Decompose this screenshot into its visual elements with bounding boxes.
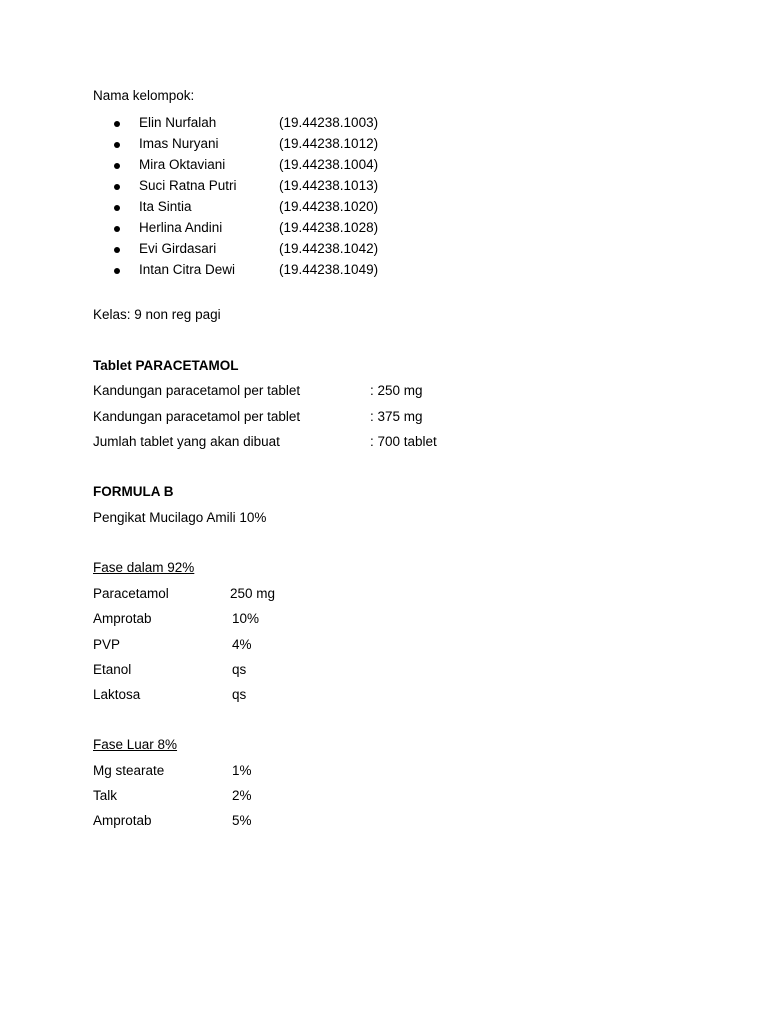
ingredient-amount: 10% <box>232 611 260 626</box>
ingredient-amount: 1% <box>232 763 252 778</box>
bullet-icon <box>114 205 120 211</box>
bullet-icon <box>114 121 120 127</box>
ingredient-name: Amprotab <box>93 813 152 828</box>
member-nim: (19.44238.1003) <box>279 115 379 130</box>
member-nim: (19.44238.1042) <box>279 241 379 256</box>
ingredient-amount: 5% <box>232 813 252 828</box>
formula-title: FORMULA B <box>93 484 174 499</box>
formula-binder: Pengikat Mucilago Amili 10% <box>93 510 267 525</box>
member-name: Mira Oktaviani <box>139 157 226 172</box>
bullet-icon <box>114 142 120 148</box>
member-name: Evi Girdasari <box>139 241 217 256</box>
member-name: Herlina Andini <box>139 220 223 235</box>
spec-value: : 250 mg <box>370 383 423 398</box>
spec-value: : 375 mg <box>370 409 423 424</box>
bullet-icon <box>114 163 120 169</box>
member-nim: (19.44238.1012) <box>279 136 379 151</box>
member-nim: (19.44238.1049) <box>279 262 379 277</box>
ingredient-name: Amprotab <box>93 611 152 626</box>
bullet-icon <box>114 268 120 274</box>
member-nim: (19.44238.1020) <box>279 199 379 214</box>
ingredient-name: Etanol <box>93 662 132 677</box>
inner-phase-title: Fase dalam 92% <box>93 560 195 575</box>
ingredient-name: Talk <box>93 788 118 803</box>
ingredient-amount: qs <box>232 687 247 702</box>
outer-phase-title: Fase Luar 8% <box>93 737 178 752</box>
member-name: Imas Nuryani <box>139 136 219 151</box>
member-name: Ita Sintia <box>139 199 192 214</box>
ingredient-amount: qs <box>232 662 247 677</box>
bullet-icon <box>114 247 120 253</box>
member-nim: (19.44238.1028) <box>279 220 379 235</box>
spec-label: Kandungan paracetamol per tablet <box>93 383 301 398</box>
ingredient-name: Paracetamol <box>93 586 169 601</box>
ingredient-amount: 250 mg <box>230 586 276 601</box>
ingredient-amount: 2% <box>232 788 252 803</box>
spec-label: Jumlah tablet yang akan dibuat <box>93 434 280 449</box>
spec-label: Kandungan paracetamol per tablet <box>93 409 301 424</box>
ingredient-name: Mg stearate <box>93 763 165 778</box>
bullet-icon <box>114 184 120 190</box>
member-name: Intan Citra Dewi <box>139 262 236 277</box>
ingredient-amount: 4% <box>232 637 252 652</box>
class-line: Kelas: 9 non reg pagi <box>93 307 221 322</box>
tablet-title: Tablet PARACETAMOL <box>93 358 239 373</box>
ingredient-name: Laktosa <box>93 687 141 702</box>
ingredient-name: PVP <box>93 637 121 652</box>
group-label: Nama kelompok: <box>93 88 195 103</box>
member-name: Elin Nurfalah <box>139 115 217 130</box>
member-nim: (19.44238.1004) <box>279 157 379 172</box>
member-nim: (19.44238.1013) <box>279 178 379 193</box>
bullet-icon <box>114 226 120 232</box>
spec-value: : 700 tablet <box>370 434 437 449</box>
member-name: Suci Ratna Putri <box>139 178 237 193</box>
